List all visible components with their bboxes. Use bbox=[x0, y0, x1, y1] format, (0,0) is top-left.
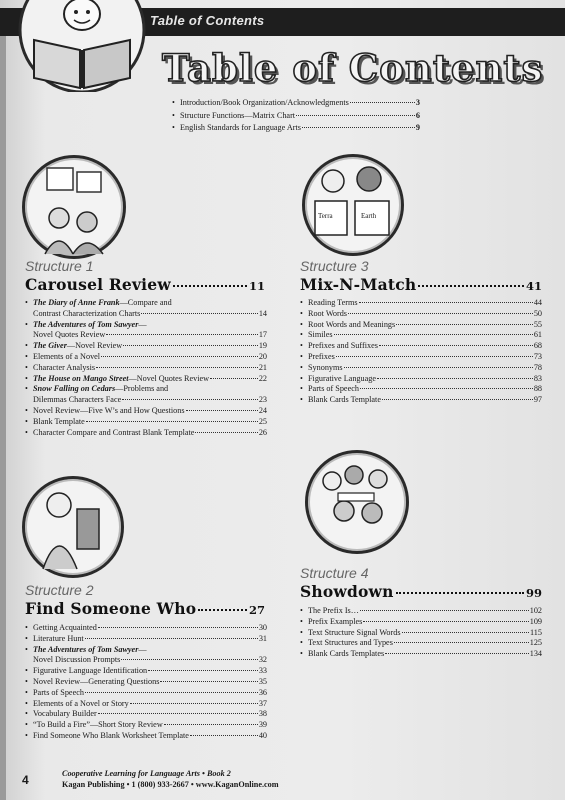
bullet: • bbox=[300, 638, 303, 648]
structure-1-list bbox=[25, 298, 267, 438]
toc-entry-line bbox=[25, 731, 267, 742]
bullet: • bbox=[300, 395, 303, 405]
toc-entry-line bbox=[300, 309, 542, 320]
leader-dots bbox=[85, 692, 258, 693]
leader-dots bbox=[394, 642, 529, 643]
toc-entry[interactable] bbox=[25, 428, 267, 439]
toc-entry-label: Novel Review—Five W’s and How Questions bbox=[33, 405, 185, 415]
leader-dots bbox=[141, 313, 257, 314]
toc-entry-label: Getting Acquainted bbox=[33, 623, 97, 632]
toc-entry-line bbox=[25, 330, 267, 341]
bullet: • bbox=[300, 341, 303, 351]
toc-entry-label: Similes bbox=[308, 330, 333, 340]
toc-entry-line bbox=[25, 363, 267, 374]
leader-dots bbox=[210, 378, 258, 379]
leader-dots bbox=[385, 653, 529, 654]
carousel-icon bbox=[25, 158, 123, 256]
toc-entry-page: 23 bbox=[258, 395, 267, 405]
bullet: • bbox=[25, 405, 28, 415]
bullet: • bbox=[300, 627, 303, 637]
toc-entry-page: 44 bbox=[533, 298, 542, 307]
toc-entry-line bbox=[300, 628, 542, 639]
toc-entry[interactable] bbox=[25, 363, 267, 374]
toc-entry[interactable] bbox=[25, 709, 267, 720]
leader-dots bbox=[396, 324, 533, 325]
toc-entry[interactable] bbox=[25, 699, 267, 710]
toc-entry-label: Character Compare and Contrast Blank Template bbox=[33, 427, 195, 437]
toc-entry-line bbox=[25, 428, 267, 439]
toc-entry[interactable] bbox=[300, 649, 542, 660]
bullet: • bbox=[25, 666, 28, 676]
bullet: • bbox=[25, 720, 28, 730]
toc-entry[interactable] bbox=[300, 352, 542, 363]
toc-entry-page: 17 bbox=[258, 330, 267, 340]
intro-item[interactable]: • English Standards for Language Arts 9 bbox=[172, 123, 420, 132]
toc-entry-page: 32 bbox=[258, 655, 267, 665]
toc-entry-line bbox=[25, 645, 267, 656]
structure-4-title[interactable]: Showdown 99 bbox=[300, 582, 542, 601]
bullet: • bbox=[25, 427, 28, 437]
toc-entry-page: 25 bbox=[258, 416, 267, 426]
toc-entry[interactable] bbox=[300, 628, 542, 639]
toc-entry-page: 36 bbox=[258, 687, 267, 697]
toc-entry-line bbox=[25, 320, 267, 331]
toc-entry-label: “To Build a Fire”—Short Story Review bbox=[33, 720, 163, 730]
leader-dots bbox=[402, 632, 529, 633]
toc-entry-line bbox=[25, 374, 267, 385]
intro-item[interactable]: • Introduction/Book Organization/Acknowledgments 3 bbox=[172, 98, 420, 107]
toc-entry-line bbox=[25, 395, 267, 406]
structure-3-title[interactable]: Mix-N-Match 41 bbox=[300, 275, 542, 294]
leader-dots bbox=[86, 421, 258, 422]
bullet: • bbox=[25, 362, 28, 372]
page-number: 4 bbox=[22, 773, 29, 787]
bullet: • bbox=[25, 384, 28, 394]
leader-dots bbox=[148, 670, 258, 671]
toc-entry-page: 22 bbox=[258, 373, 267, 383]
toc-entry[interactable] bbox=[300, 309, 542, 320]
match-cards-icon bbox=[305, 157, 401, 253]
toc-entry[interactable] bbox=[25, 688, 267, 699]
toc-entry[interactable] bbox=[25, 623, 267, 634]
toc-entry[interactable] bbox=[25, 352, 267, 363]
toc-entry[interactable] bbox=[300, 320, 542, 331]
mix-n-match-illustration bbox=[302, 154, 404, 256]
toc-entry[interactable] bbox=[25, 677, 267, 688]
bullet: • bbox=[25, 676, 28, 686]
page-title: Table of Contents bbox=[162, 46, 544, 90]
leader-dots bbox=[377, 378, 533, 379]
toc-entry-line bbox=[25, 634, 267, 645]
toc-entry-line bbox=[25, 384, 267, 395]
toc-entry-label: Text Structures and Types bbox=[308, 638, 393, 648]
toc-entry[interactable] bbox=[25, 384, 267, 406]
bullet: • bbox=[300, 616, 303, 626]
bullet: • bbox=[25, 687, 28, 697]
toc-entry-label: Blank Template bbox=[33, 416, 85, 426]
toc-entry-page: 26 bbox=[258, 427, 267, 437]
toc-entry-page: 33 bbox=[258, 666, 267, 676]
toc-entry-line bbox=[25, 623, 267, 634]
card-terra: Terra bbox=[318, 212, 333, 220]
toc-entry-label: The Giver—Novel Review bbox=[33, 341, 123, 351]
toc-entry-page: 109 bbox=[529, 616, 542, 626]
showdown-illustration bbox=[305, 450, 409, 554]
toc-entry-line bbox=[25, 709, 267, 720]
toc-entry-line bbox=[25, 688, 267, 699]
toc-entry-line bbox=[300, 298, 542, 309]
leader-dots bbox=[363, 621, 528, 622]
leader-dots bbox=[130, 703, 258, 704]
leader-dots bbox=[123, 345, 258, 346]
leader-dots bbox=[186, 410, 258, 411]
toc-entry-page: 73 bbox=[533, 351, 542, 361]
bullet: • bbox=[300, 319, 303, 329]
toc-entry-page: 50 bbox=[533, 308, 542, 318]
toc-entry-page: 40 bbox=[258, 730, 267, 740]
toc-entry-line bbox=[25, 352, 267, 363]
toc-entry-line bbox=[300, 374, 542, 385]
structure-2-title[interactable]: Find Someone Who 27 bbox=[25, 599, 265, 618]
intro-item[interactable]: • Structure Functions—Matrix Chart 6 bbox=[172, 110, 420, 120]
bullet: • bbox=[25, 351, 28, 361]
leader-dots bbox=[334, 334, 533, 335]
toc-entry-page: 97 bbox=[533, 395, 542, 405]
toc-entry-page: 37 bbox=[258, 698, 267, 708]
leader-dots bbox=[379, 345, 533, 346]
toc-entry-page: 83 bbox=[533, 373, 542, 383]
toc-entry[interactable] bbox=[300, 374, 542, 385]
structure-3-list bbox=[300, 298, 542, 406]
toc-entry[interactable] bbox=[25, 374, 267, 385]
footer-publisher: Kagan Publishing • 1 (800) 933-2667 • www.KaganOnline.com bbox=[62, 780, 279, 789]
toc-entry-label: Prefixes bbox=[308, 351, 335, 361]
leader-dots bbox=[98, 713, 258, 714]
team-icon bbox=[308, 453, 406, 551]
structure-4-list bbox=[300, 606, 542, 660]
structure-1-title[interactable]: Carousel Review 11 bbox=[25, 275, 265, 294]
toc-entry-line bbox=[300, 320, 542, 331]
toc-entry-page: 31 bbox=[258, 633, 267, 643]
toc-entry-page: 68 bbox=[533, 341, 542, 351]
carousel-illustration bbox=[22, 155, 126, 259]
leader-dots bbox=[359, 302, 533, 303]
bullet: • bbox=[300, 330, 303, 340]
leader-dots bbox=[96, 367, 258, 368]
toc-entry-line bbox=[25, 298, 267, 309]
leader-dots bbox=[85, 638, 258, 639]
toc-entry-label: Text Structure Signal Words bbox=[308, 627, 401, 637]
leader-dots bbox=[195, 432, 257, 433]
toc-entry-line bbox=[300, 330, 542, 341]
toc-entry[interactable] bbox=[25, 720, 267, 731]
bullet: • bbox=[300, 362, 303, 372]
toc-entry-label: Figurative Language Identification bbox=[33, 666, 148, 676]
leader-dots bbox=[360, 610, 529, 611]
toc-entry[interactable] bbox=[300, 330, 542, 341]
toc-entry-label: The Adventures of Tom Sawyer— bbox=[33, 644, 147, 654]
toc-entry-page: 115 bbox=[530, 627, 542, 637]
toc-entry-line bbox=[25, 341, 267, 352]
leader-dots bbox=[101, 356, 258, 357]
leader-dots bbox=[98, 627, 258, 628]
toc-entry-page: 38 bbox=[258, 709, 267, 719]
intro-list bbox=[172, 97, 420, 135]
toc-entry[interactable] bbox=[25, 341, 267, 352]
toc-entry-label: Novel Review—Generating Questions bbox=[33, 676, 160, 686]
toc-entry-page: 102 bbox=[529, 606, 542, 615]
toc-entry-line bbox=[25, 699, 267, 710]
toc-entry[interactable] bbox=[300, 638, 542, 649]
toc-entry-label: Prefixes and Suffixes bbox=[308, 341, 378, 351]
structure-4-label: Structure 4 bbox=[300, 565, 369, 581]
toc-entry-page: 55 bbox=[533, 319, 542, 329]
bullet: • bbox=[25, 730, 28, 740]
toc-entry-label: Figurative Language bbox=[308, 373, 376, 383]
toc-entry-label: Elements of a Novel or Story bbox=[33, 698, 129, 708]
toc-entry-line bbox=[300, 341, 542, 352]
toc-entry[interactable] bbox=[300, 341, 542, 352]
toc-entry-label: Synonyms bbox=[308, 362, 343, 372]
leader-dots bbox=[360, 388, 533, 389]
footer-book-title: Cooperative Learning for Language Arts • Book 2 bbox=[62, 769, 231, 778]
bullet: • bbox=[25, 633, 28, 643]
toc-entry-label: The Diary of Anne Frank—Compare and bbox=[33, 298, 172, 307]
toc-entry-label: Literature Hunt bbox=[33, 633, 84, 643]
bullet: • bbox=[300, 373, 303, 383]
toc-entry-label: Character Analysis bbox=[33, 362, 96, 372]
leader-dots bbox=[106, 334, 258, 335]
toc-entry-line bbox=[300, 363, 542, 374]
structure-2-label: Structure 2 bbox=[25, 582, 94, 598]
toc-entry[interactable] bbox=[25, 645, 267, 667]
leader-dots bbox=[190, 735, 258, 736]
leader-dots bbox=[348, 313, 533, 314]
bullet: • bbox=[25, 373, 28, 383]
toc-entry-line bbox=[25, 720, 267, 731]
structure-1-label: Structure 1 bbox=[25, 258, 94, 274]
toc-entry-line bbox=[25, 417, 267, 428]
toc-entry-line bbox=[300, 638, 542, 649]
toc-entry-page: 39 bbox=[258, 720, 267, 730]
bullet: • bbox=[25, 698, 28, 708]
toc-entry-label: The Adventures of Tom Sawyer— bbox=[33, 319, 147, 329]
toc-entry-page: 20 bbox=[258, 351, 267, 361]
toc-entry[interactable] bbox=[25, 666, 267, 677]
toc-entry[interactable] bbox=[300, 384, 542, 395]
toc-entry-line bbox=[300, 395, 542, 406]
leader-dots bbox=[344, 367, 533, 368]
toc-entry[interactable] bbox=[25, 298, 267, 320]
toc-entry-label: Find Someone Who Blank Worksheet Template bbox=[33, 730, 189, 740]
toc-entry-label: Reading Terms bbox=[308, 298, 358, 307]
toc-entry-label: Novel Discussion Prompts bbox=[33, 655, 121, 665]
toc-entry-page: 21 bbox=[258, 362, 267, 372]
toc-entry-line bbox=[300, 352, 542, 363]
bullet: • bbox=[300, 384, 303, 394]
leader-dots bbox=[160, 681, 257, 682]
toc-entry-label: Novel Quotes Review bbox=[33, 330, 106, 340]
toc-entry-page: 125 bbox=[529, 638, 542, 648]
toc-entry-page: 30 bbox=[258, 623, 267, 632]
toc-entry-page: 78 bbox=[533, 362, 542, 372]
bullet: • bbox=[25, 298, 28, 307]
leader-dots bbox=[382, 399, 533, 400]
toc-entry-page: 61 bbox=[533, 330, 542, 340]
toc-entry-line bbox=[300, 649, 542, 660]
toc-entry-line bbox=[25, 655, 267, 666]
toc-entry-label: Parts of Speech bbox=[33, 687, 84, 697]
toc-entry[interactable] bbox=[25, 634, 267, 645]
toc-entry-page: 88 bbox=[533, 384, 542, 394]
bullet: • bbox=[300, 298, 303, 307]
toc-entry[interactable] bbox=[25, 417, 267, 428]
toc-entry-page: 134 bbox=[529, 649, 542, 659]
toc-entry-label: Contrast Characterization Charts bbox=[33, 308, 141, 318]
toc-entry[interactable] bbox=[300, 298, 542, 309]
toc-entry-label: The Prefix Is… bbox=[308, 606, 359, 615]
leader-dots bbox=[164, 724, 258, 725]
people-icon bbox=[25, 479, 121, 575]
toc-entry-label: Dilemmas Characters Face bbox=[33, 395, 122, 405]
toc-entry-label: Snow Falling on Cedars—Problems and bbox=[33, 384, 169, 394]
leader-dots bbox=[122, 399, 258, 400]
toc-entry-label: Prefix Examples bbox=[308, 616, 363, 626]
toc-entry-line bbox=[25, 406, 267, 417]
toc-entry-label: Root Words and Meanings bbox=[308, 319, 396, 329]
toc-entry-line bbox=[25, 666, 267, 677]
toc-entry-line bbox=[300, 606, 542, 617]
header-label: Table of Contents bbox=[150, 13, 265, 28]
toc-entry-label: Parts of Speech bbox=[308, 384, 359, 394]
card-earth: Earth bbox=[361, 212, 377, 220]
bullet: • bbox=[25, 416, 28, 426]
bullet: • bbox=[300, 606, 303, 615]
toc-entry-label: Blank Cards Template bbox=[308, 395, 381, 405]
toc-entry[interactable] bbox=[300, 617, 542, 628]
bullet: • bbox=[300, 308, 303, 318]
bullet: • bbox=[25, 341, 28, 351]
leader-dots bbox=[121, 659, 257, 660]
page-edge bbox=[0, 36, 6, 800]
bullet: • bbox=[300, 649, 303, 659]
bullet: • bbox=[25, 709, 28, 719]
toc-entry-label: Vocabulary Builder bbox=[33, 709, 97, 719]
toc-entry-label: Elements of a Novel bbox=[33, 351, 101, 361]
bullet: • bbox=[300, 351, 303, 361]
toc-entry-label: Root Words bbox=[308, 308, 347, 318]
toc-entry-page: 35 bbox=[258, 676, 267, 686]
leader-dots bbox=[336, 356, 533, 357]
toc-entry[interactable] bbox=[300, 395, 542, 406]
bullet: • bbox=[25, 644, 28, 654]
toc-entry-page: 19 bbox=[258, 341, 267, 351]
toc-entry-line bbox=[25, 309, 267, 320]
toc-entry-line bbox=[300, 384, 542, 395]
toc-entry-page: 14 bbox=[258, 308, 267, 318]
structure-2-list bbox=[25, 623, 267, 742]
bullet: • bbox=[25, 319, 28, 329]
find-someone-illustration bbox=[22, 476, 124, 578]
toc-entry-page: 24 bbox=[258, 405, 267, 415]
toc-entry[interactable] bbox=[25, 320, 267, 342]
toc-entry-line bbox=[25, 677, 267, 688]
toc-entry[interactable] bbox=[300, 363, 542, 374]
toc-entry-label: The House on Mango Street—Novel Quotes Review bbox=[33, 373, 210, 383]
reader-icon bbox=[12, 0, 152, 92]
toc-entry-line bbox=[300, 617, 542, 628]
structure-3-label: Structure 3 bbox=[300, 258, 369, 274]
toc-entry[interactable] bbox=[25, 406, 267, 417]
toc-entry[interactable] bbox=[25, 731, 267, 742]
toc-entry-label: Blank Cards Templates bbox=[308, 649, 385, 659]
bullet: • bbox=[25, 623, 28, 632]
toc-entry[interactable] bbox=[300, 606, 542, 617]
